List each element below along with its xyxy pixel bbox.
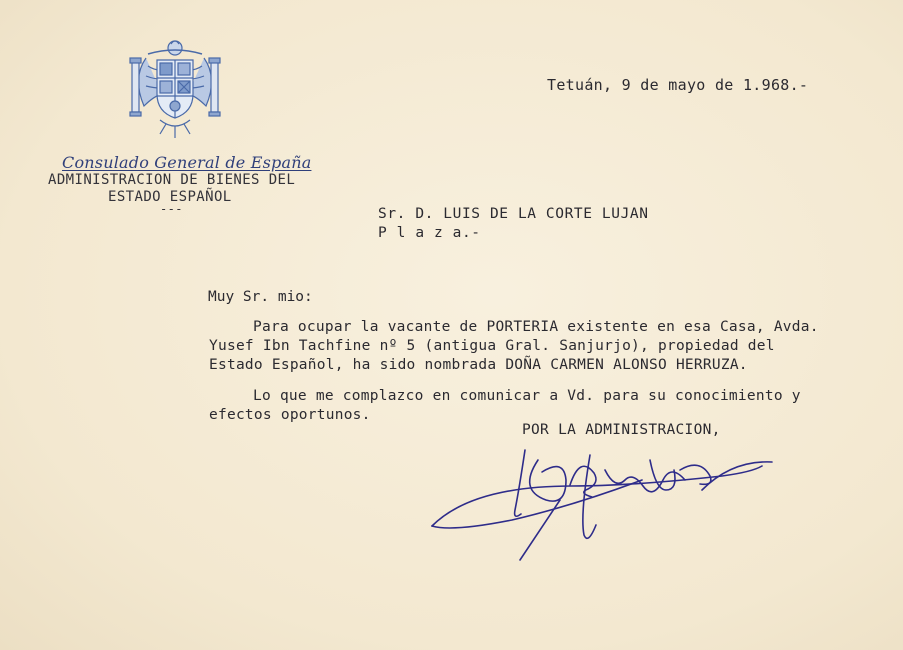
closing-line: POR LA ADMINISTRACION, xyxy=(522,422,721,438)
body-line-2: Yusef Ibn Tachfine nº 5 (antigua Gral. Sanjurjo), propiedad del xyxy=(209,338,775,354)
body-line-1: Para ocupar la vacante de PORTERIA existente en esa Casa, Avda. xyxy=(253,319,819,335)
body-line-4: Lo que me complazco en comunicar a Vd. para su conocimiento y xyxy=(253,388,801,404)
salutation: Muy Sr. mio: xyxy=(208,289,313,305)
recipient-name: Sr. D. LUIS DE LA CORTE LUJAN xyxy=(378,206,649,222)
recipient-place: P l a z a.- xyxy=(378,225,481,241)
body-line-5: efectos oportunos. xyxy=(209,407,371,423)
consulate-script-heading: Consulado General de España xyxy=(62,153,312,172)
coat-of-arms-icon xyxy=(126,36,224,140)
letterhead-line-2: ESTADO ESPAÑOL xyxy=(108,189,232,205)
letterhead-line-1: ADMINISTRACION DE BIENES DEL xyxy=(48,172,296,188)
body-line-3: Estado Español, ha sido nombrada DOÑA CARMEN ALONSO HERRUZA. xyxy=(209,357,748,373)
handwritten-signature xyxy=(420,430,780,570)
letter-date: Tetuán, 9 de mayo de 1.968.- xyxy=(547,76,809,94)
letterhead-divider: --- xyxy=(160,202,183,216)
